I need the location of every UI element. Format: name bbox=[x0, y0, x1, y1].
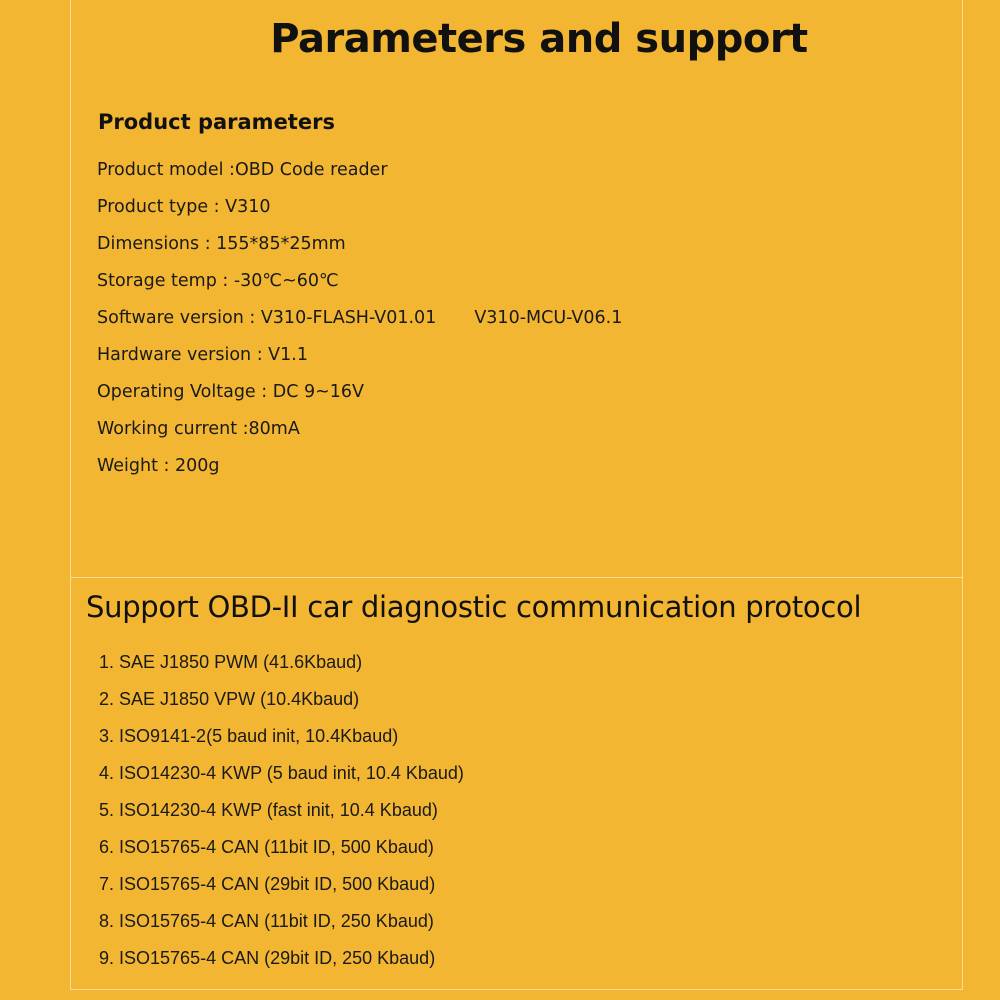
param-product-type: Product type : V310 bbox=[97, 197, 271, 217]
protocol-item: 6. ISO15765-4 CAN (11bit ID, 500 Kbaud) bbox=[99, 837, 434, 857]
param-dimensions: Dimensions : 155*85*25mm bbox=[97, 234, 346, 254]
param-weight: Weight : 200g bbox=[97, 456, 220, 476]
protocol-item: 4. ISO14230-4 KWP (5 baud init, 10.4 Kbaud) bbox=[99, 763, 464, 783]
product-parameters-list bbox=[97, 160, 622, 493]
param-software-version bbox=[97, 308, 622, 345]
software-version-mcu: V310-MCU-V06.1 bbox=[474, 308, 623, 328]
protocol-item: 5. ISO14230-4 KWP (fast init, 10.4 Kbaud) bbox=[99, 800, 438, 820]
protocol-item: 3. ISO9141-2(5 baud init, 10.4Kbaud) bbox=[99, 726, 399, 746]
software-version-flash: Software version : V310-FLASH-V01.01 bbox=[97, 308, 437, 328]
support-protocol-heading: Support OBD-II car diagnostic communication protocol bbox=[86, 590, 862, 624]
param-hardware-version: Hardware version : V1.1 bbox=[97, 345, 308, 365]
protocol-item: 2. SAE J1850 VPW (10.4Kbaud) bbox=[99, 689, 360, 709]
protocol-item: 7. ISO15765-4 CAN (29bit ID, 500 Kbaud) bbox=[99, 874, 436, 894]
product-parameters-heading: Product parameters bbox=[98, 110, 335, 134]
section-divider bbox=[70, 577, 963, 578]
param-storage-temp: Storage temp : -30℃~60℃ bbox=[97, 271, 339, 291]
param-working-current: Working current :80mA bbox=[97, 419, 300, 439]
protocol-item: 8. ISO15765-4 CAN (11bit ID, 250 Kbaud) bbox=[99, 911, 434, 931]
param-product-model: Product model :OBD Code reader bbox=[97, 160, 388, 180]
page-title: Parameters and support bbox=[270, 16, 808, 62]
protocol-item: 9. ISO15765-4 CAN (29bit ID, 250 Kbaud) bbox=[99, 948, 436, 968]
protocol-list bbox=[99, 652, 464, 985]
protocol-item: 1. SAE J1850 PWM (41.6Kbaud) bbox=[99, 652, 363, 672]
param-operating-voltage: Operating Voltage : DC 9~16V bbox=[97, 382, 365, 402]
